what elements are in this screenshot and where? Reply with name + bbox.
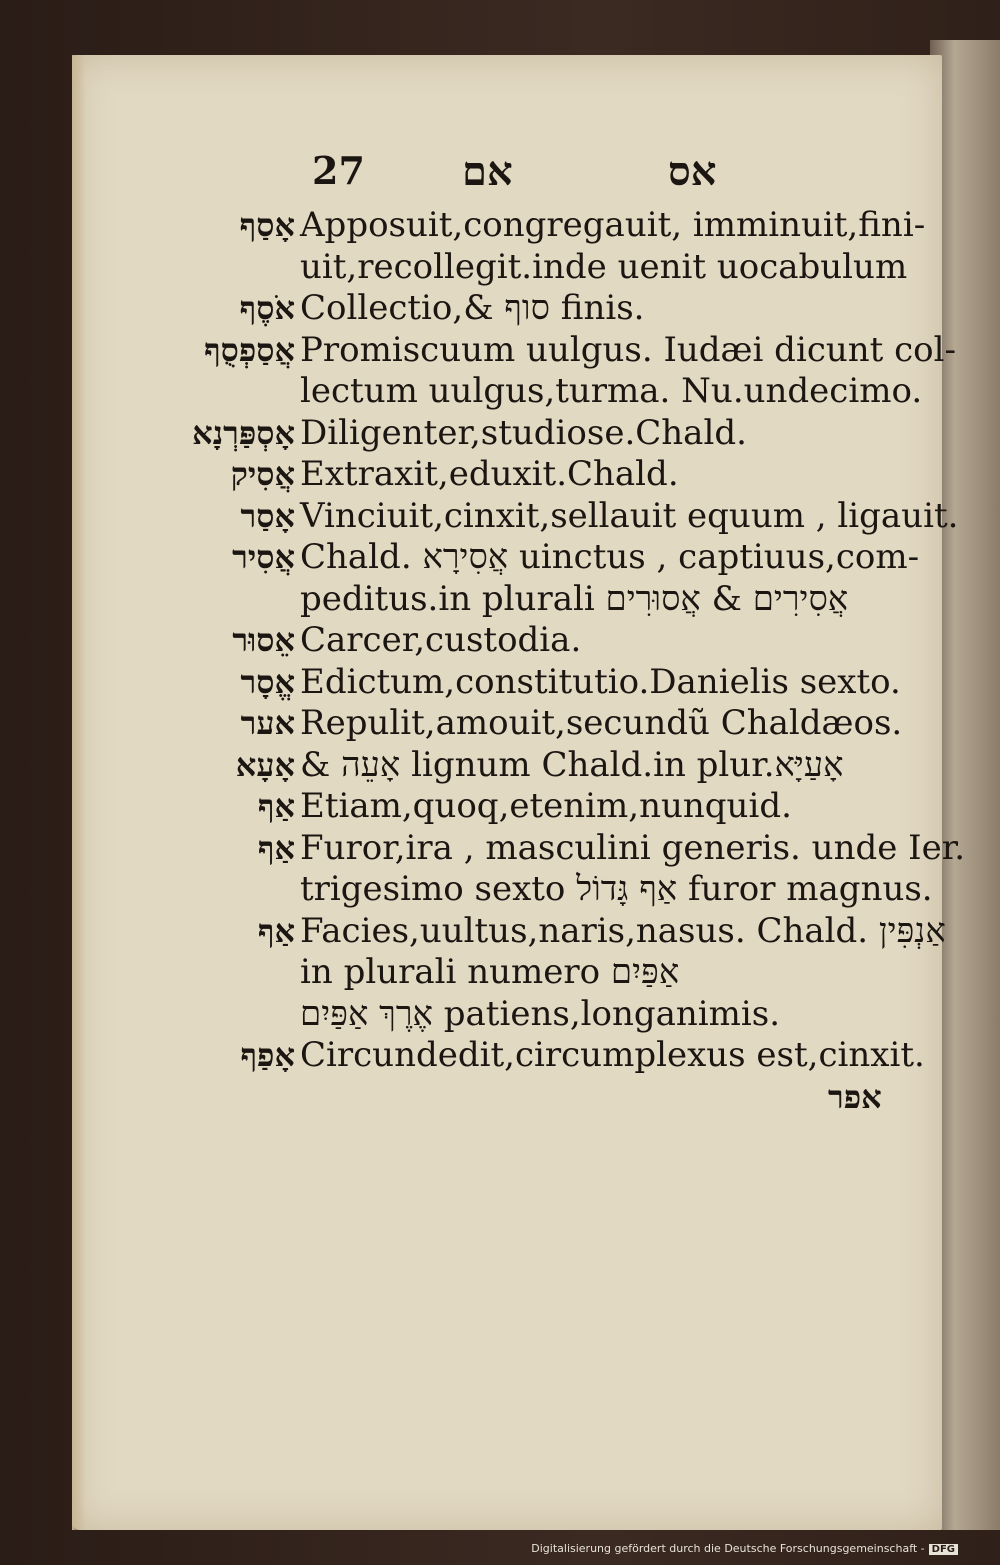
latin-gloss: Extraxit,eduxit.Chald. [300, 454, 679, 494]
catchword: אפר [828, 1077, 882, 1116]
hebrew-headword: אָפַף [240, 1036, 295, 1074]
latin-gloss: Collectio,& סוף finis. [300, 288, 645, 328]
latin-gloss: Chald. אֲסִירָא uinctus , captiuus,com- [300, 537, 920, 577]
entry-line [0, 662, 1000, 704]
latin-gloss: & אָעֵה lignum Chald.in plur.אָעַיָּא [300, 744, 844, 785]
entry-line [0, 703, 1000, 745]
hebrew-headword: אֱסָר [240, 662, 295, 701]
credit-text: Digitalisierung gefördert durch die Deutsche Forschungsgemeinschaft - [531, 1542, 925, 1555]
hebrew-headword: אֲסַפְסֻף [204, 330, 295, 369]
entry-line [0, 205, 1000, 247]
hebrew-headword: אֵסוּר [232, 621, 295, 659]
latin-gloss: peditus.in plurali אֲסִירִים & אֲסוּרִים [300, 578, 849, 619]
latin-gloss: Circundedit,circumplexus est,cinxit. [300, 1035, 925, 1075]
page-number: 27 [312, 148, 365, 193]
hebrew-headword: אֹסֶף [239, 289, 295, 327]
latin-gloss: Apposuit,congregauit, imminuit,fini- [300, 205, 926, 245]
latin-gloss: Furor,ira , masculini generis. unde Ier. [300, 827, 966, 868]
entry-line [0, 869, 1000, 911]
hebrew-headword: אָסְפַּרְנָא [192, 413, 295, 452]
entry-line [0, 911, 1000, 953]
latin-gloss: Vinciuit,cinxit,sellauit equum , ligauit. [300, 495, 959, 536]
latin-gloss: Facies,uultus,naris,nasus. Chald. אַנְפִּין [300, 910, 946, 951]
hebrew-headword: אַף [257, 911, 295, 950]
catchword-line [0, 1077, 1000, 1119]
latin-gloss: אֶרֶךְ אַפַּיִם patiens,longanimis. [300, 993, 781, 1034]
latin-gloss: Carcer,custodia. [300, 620, 582, 660]
entry-line [0, 579, 1000, 621]
latin-gloss: Diligenter,studiose.Chald. [300, 412, 747, 453]
latin-gloss: trigesimo sexto אַף גָּדוֹל furor magnus. [300, 869, 933, 909]
entry-line [0, 247, 1000, 289]
entry-line [0, 330, 1000, 372]
hebrew-headword: אַף [257, 828, 295, 867]
entry-line [0, 413, 1000, 455]
entry-line [0, 745, 1000, 787]
entry-line [0, 786, 1000, 828]
dictionary-entries [0, 205, 1000, 1118]
entry-line [0, 952, 1000, 994]
latin-gloss: Edictum,constitutio.Danielis sexto. [300, 661, 901, 702]
entry-line [0, 537, 1000, 579]
entry-line [0, 454, 1000, 496]
hebrew-headword: אָסַר [240, 496, 295, 535]
running-head-right: אס [668, 148, 717, 195]
dfg-logo: DFG [929, 1544, 958, 1555]
digitization-credit [531, 1542, 958, 1555]
hebrew-headword: אָסַף [239, 206, 295, 244]
latin-gloss: Promiscuum uulgus. Iudæi dicunt col- [300, 329, 956, 370]
latin-gloss: Repulit,amouit,secundũ Chaldæos. [300, 703, 903, 743]
latin-gloss: Etiam,quoq,etenim,nunquid. [300, 786, 792, 826]
latin-gloss: uit,recollegit.inde uenit uocabulum [300, 246, 908, 287]
hebrew-headword: אַף [257, 787, 295, 825]
hebrew-headword: אָעָא [235, 745, 295, 784]
latin-gloss: in plurali numero אַפַּיִם [300, 952, 680, 992]
entry-line [0, 994, 1000, 1036]
entry-line [0, 828, 1000, 870]
entry-line [0, 620, 1000, 662]
entry-line [0, 371, 1000, 413]
hebrew-headword: אֲסִיק [230, 455, 295, 493]
latin-gloss: lectum uulgus,turma. Nu.undecimo. [300, 371, 923, 411]
running-header [0, 148, 1000, 198]
hebrew-headword: אער [240, 704, 295, 742]
entry-line [0, 1035, 1000, 1077]
entry-line [0, 496, 1000, 538]
hebrew-headword: אֲסִיר [232, 538, 295, 576]
running-head-middle: אם [462, 148, 513, 195]
entry-line [0, 288, 1000, 330]
